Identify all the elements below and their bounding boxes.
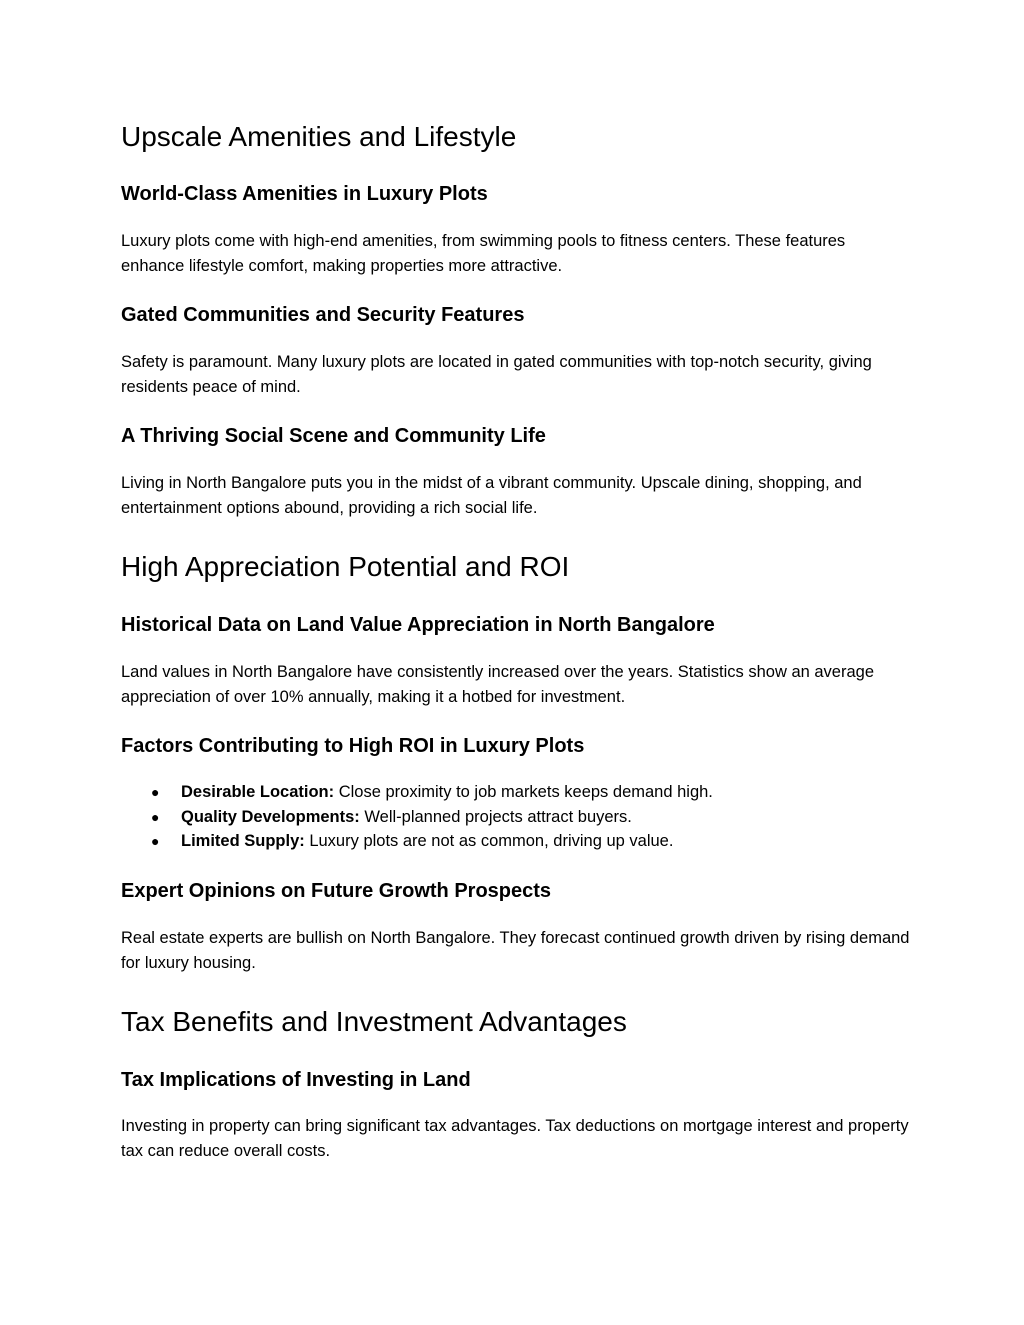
subheading-world-class-amenities: World-Class Amenities in Luxury Plots — [121, 183, 488, 205]
list-item-term: Limited Supply: — [181, 832, 305, 850]
roi-factors-list — [121, 780, 713, 854]
subheading-gated-communities: Gated Communities and Security Features — [121, 304, 525, 326]
section-heading-amenities: Upscale Amenities and Lifestyle — [121, 121, 517, 152]
section-heading-tax-benefits: Tax Benefits and Investment Advantages — [121, 1006, 627, 1037]
list-item — [121, 829, 713, 854]
list-item-term: Desirable Location: — [181, 783, 335, 801]
paragraph-historical-data: Land values in North Bangalore have consistently increased over the years. Statistics show an average appreciation of over 10% annually, making it a hotbed for investment. — [121, 663, 875, 706]
list-item-text: Well-planned projects attract buyers. — [359, 807, 632, 826]
subheading-historical-data: Historical Data on Land Value Appreciation in North Bangalore — [121, 614, 715, 636]
subheading-social-scene: A Thriving Social Scene and Community Life — [121, 425, 546, 447]
paragraph-world-class-amenities: Luxury plots come with high-end amenities, from swimming pools to fitness centers. These features enhance lifestyle comfort, making properties more attractive. — [121, 232, 846, 275]
paragraph-gated-communities: Safety is paramount. Many luxury plots are located in gated communities with top-notch security, giving residents peace of mind. — [121, 353, 872, 396]
subheading-tax-implications: Tax Implications of Investing in Land — [121, 1069, 471, 1091]
bullet-icon: ● — [151, 833, 160, 849]
bullet-icon: ● — [151, 784, 160, 800]
list-item-term: Quality Developments: — [181, 807, 360, 826]
bullet-icon: ● — [151, 808, 160, 825]
list-item-text: Close proximity to job markets keeps demand high. — [334, 783, 713, 801]
list-item — [121, 805, 713, 830]
paragraph-tax-implications: Investing in property can bring significant tax advantages. Tax deductions on mortgage interest and property tax can reduce overall costs. — [121, 1117, 909, 1160]
subheading-expert-opinions: Expert Opinions on Future Growth Prospects — [121, 880, 552, 902]
paragraph-expert-opinions: Real estate experts are bullish on North Bangalore. They forecast continued growth driven by rising demand for luxury housing. — [121, 929, 910, 972]
subheading-roi-factors: Factors Contributing to High ROI in Luxury Plots — [121, 735, 585, 757]
list-item — [121, 780, 713, 805]
paragraph-social-scene: Living in North Bangalore puts you in the midst of a vibrant community. Upscale dining, shopping, and entertainment options abound, providing a rich social life. — [121, 474, 862, 517]
list-item-text: Luxury plots are not as common, driving up value. — [304, 832, 674, 850]
section-heading-appreciation: High Appreciation Potential and ROI — [121, 551, 570, 582]
